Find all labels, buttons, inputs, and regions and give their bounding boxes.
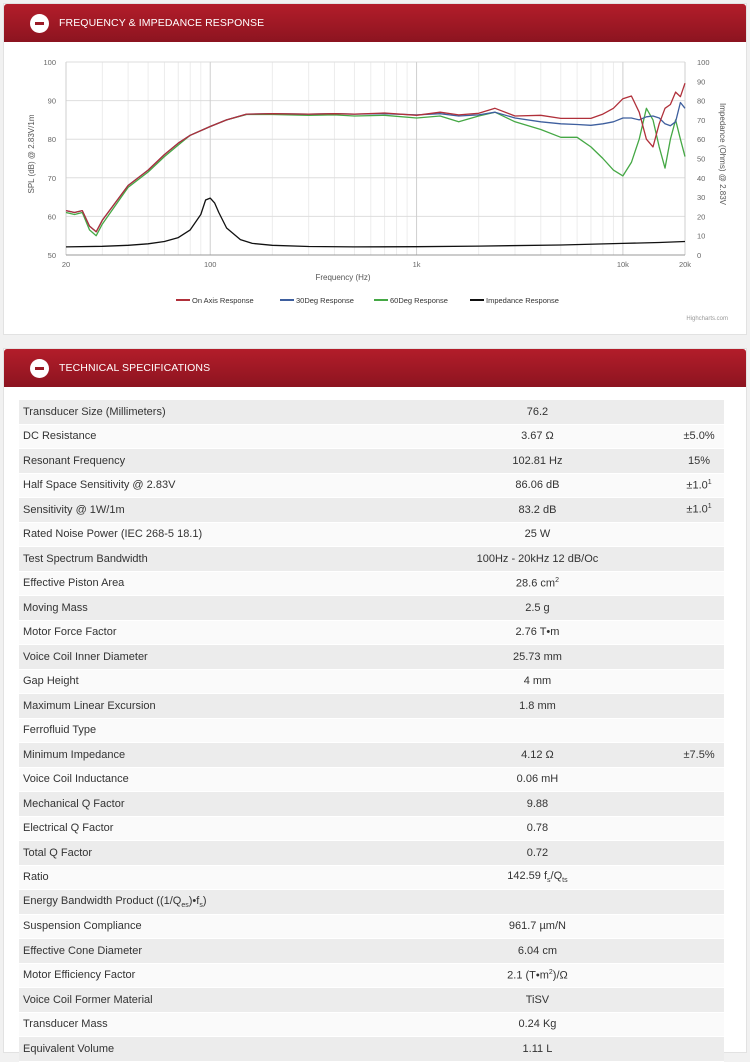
spec-section-header[interactable] (4, 349, 746, 387)
spec-tolerance (674, 400, 724, 424)
spec-value-part: ts (562, 877, 568, 885)
y-tick-label-right: 0 (697, 251, 702, 260)
y-tick-label-right: 30 (697, 193, 706, 203)
y-tick-label-right: 80 (697, 96, 706, 106)
legend-label: 30Deg Response (296, 296, 354, 305)
spec-value (401, 571, 674, 596)
spec-name (19, 596, 401, 621)
spec-name (19, 400, 401, 424)
spec-name-part: Maximum Linear Excursion (23, 699, 156, 712)
spec-name-part: Transducer Size (Millimeters) (23, 405, 166, 418)
y-tick-label-left: 100 (43, 58, 56, 67)
y-tick-label-right: 50 (697, 154, 706, 164)
spec-row (19, 620, 724, 645)
x-tick-label: 20k (678, 260, 692, 269)
spec-tolerance (674, 424, 724, 449)
spec-row (19, 547, 724, 572)
spec-tolerance (674, 890, 724, 915)
legend-label: Impedance Response (486, 296, 559, 305)
spec-name (19, 522, 401, 547)
spec-value (401, 767, 674, 792)
spec-name (19, 424, 401, 449)
spec-name-part: Half Space Sensitivity @ 2.83V (23, 479, 176, 492)
spec-name (19, 1012, 401, 1037)
spec-tolerance (674, 449, 724, 474)
spec-name-part: Effective Piston Area (23, 577, 125, 590)
y-axis-label-right: Impedance (Ohms) @ 2.83V (718, 103, 727, 205)
spec-row (19, 498, 724, 523)
spec-name-part: )•f (188, 894, 200, 907)
spec-row (19, 767, 724, 792)
spec-value (401, 620, 674, 645)
spec-tolerance (674, 865, 724, 890)
spec-value-part: /Q (550, 870, 563, 883)
spec-name-part: Test Spectrum Bandwidth (23, 552, 148, 565)
spec-name-part: Voice Coil Inner Diameter (23, 650, 148, 663)
spec-value-part: TiSV (525, 993, 550, 1006)
spec-value-part: 142.59 f (507, 870, 548, 883)
spec-value (401, 963, 674, 988)
spec-name (19, 620, 401, 645)
spec-tolerance (674, 1012, 724, 1037)
spec-row (19, 792, 724, 817)
spec-value-part: 1.8 mm (519, 699, 556, 712)
spec-section-title: TECHNICAL SPECIFICATIONS (59, 362, 211, 374)
spec-row (19, 571, 724, 596)
y-tick-label-left: 80 (47, 135, 56, 145)
spec-value (401, 596, 674, 621)
spec-tolerance-part: ±1.0 (686, 479, 708, 492)
collapse-icon[interactable] (30, 14, 49, 33)
spec-name-part: Suspension Compliance (23, 920, 142, 933)
spec-row (19, 743, 724, 768)
spec-row (19, 424, 724, 449)
spec-tolerance (674, 522, 724, 547)
chart-credit[interactable]: Highcharts.com (686, 316, 728, 322)
spec-value (401, 424, 674, 449)
legend-item[interactable] (374, 296, 448, 305)
spec-name-part: Sensitivity @ 1W/1m (23, 503, 125, 516)
spec-name-part: Motor Force Factor (23, 626, 117, 639)
spec-value-part: 83.2 dB (518, 503, 557, 516)
spec-row (19, 694, 724, 719)
x-axis-label: Frequency (Hz) (315, 273, 371, 282)
spec-value (401, 645, 674, 670)
spec-value-part: 0.24 Kg (518, 1018, 557, 1031)
spec-value (401, 498, 674, 523)
spec-row (19, 914, 724, 939)
spec-value (401, 669, 674, 694)
spec-value-part: s (547, 877, 551, 885)
spec-value (401, 718, 674, 743)
x-tick-label: 100 (203, 260, 217, 269)
spec-table (19, 400, 724, 1062)
spec-name (19, 816, 401, 841)
spec-value-part: 3.67 Ω (521, 430, 554, 443)
spec-name-part: es (181, 901, 189, 909)
spec-tolerance (674, 596, 724, 621)
spec-tolerance-part: 1 (707, 478, 712, 486)
spec-name (19, 669, 401, 694)
spec-value-part: 76.2 (526, 405, 549, 418)
spec-value-part: )/Ω (552, 969, 568, 982)
y-tick-label-left: 50 (47, 251, 56, 260)
spec-name-part: Equivalent Volume (23, 1042, 115, 1055)
spec-row (19, 1012, 724, 1037)
spec-value-part: 961.7 µm/N (508, 920, 566, 933)
spec-value-part: 2 (555, 576, 559, 584)
spec-value (401, 890, 674, 915)
legend-item[interactable] (470, 296, 559, 305)
spec-value (401, 939, 674, 964)
spec-value-part: 9.88 (526, 797, 549, 810)
spec-value-part: 2.1 (T•m (507, 969, 549, 982)
spec-tolerance (674, 743, 724, 768)
spec-name (19, 767, 401, 792)
spec-name-part: Gap Height (23, 675, 79, 688)
y-axis-label-left: SPL (dB) @ 2.83V/1m (27, 114, 36, 194)
spec-value-part: 2 (548, 968, 553, 976)
spec-name-part: s (199, 901, 203, 909)
spec-row (19, 816, 724, 841)
spec-tolerance (674, 1037, 724, 1062)
spec-row (19, 865, 724, 890)
x-tick-label: 10k (616, 260, 629, 269)
y-tick-label-right: 90 (697, 77, 706, 87)
spec-value-part: 0.06 mH (516, 773, 559, 786)
spec-value (401, 400, 674, 424)
spec-tolerance (674, 914, 724, 939)
spec-tolerance-part: ±1.0 (686, 504, 708, 517)
spec-name (19, 718, 401, 743)
spec-name (19, 449, 401, 474)
spec-value-part: 4.12 Ω (521, 748, 554, 761)
spec-value (401, 449, 674, 474)
y-tick-label-right: 70 (697, 115, 706, 125)
spec-value (401, 865, 674, 890)
spec-name (19, 547, 401, 572)
spec-name (19, 890, 401, 915)
spec-name-part: DC Resistance (23, 430, 97, 443)
chart-legend (176, 296, 559, 305)
spec-row (19, 963, 724, 988)
spec-row (19, 400, 724, 424)
spec-name (19, 694, 401, 719)
spec-tolerance (674, 498, 724, 523)
spec-tolerance-part: ±5.0% (683, 430, 715, 443)
spec-tolerance-part: 15% (688, 454, 711, 467)
spec-tolerance (674, 718, 724, 743)
spec-tolerance (674, 547, 724, 572)
spec-name-part: Transducer Mass (23, 1018, 108, 1031)
spec-tolerance (674, 694, 724, 719)
frequency-response-chart (4, 42, 746, 334)
spec-value (401, 473, 674, 498)
spec-tolerance (674, 645, 724, 670)
spec-tolerance (674, 963, 724, 988)
spec-value (401, 743, 674, 768)
x-tick-label: 1k (412, 260, 421, 269)
technical-specifications-panel (3, 348, 747, 1053)
spec-name-part: Mechanical Q Factor (23, 797, 125, 810)
y-tick-label-left: 60 (47, 212, 56, 222)
spec-name (19, 914, 401, 939)
spec-name-part: Effective Cone Diameter (23, 944, 143, 957)
spec-name-part: Moving Mass (23, 601, 88, 614)
spec-row (19, 1037, 724, 1062)
spec-name-part: Voice Coil Former Material (23, 993, 153, 1006)
spec-name-part: Ferrofluid Type (23, 724, 97, 737)
spec-value-part: 6.04 cm (517, 944, 558, 957)
spec-value-part: 2.5 g (525, 601, 550, 614)
spec-value-part: 0.78 (526, 822, 549, 835)
spec-row (19, 669, 724, 694)
spec-name-part: Ratio (23, 871, 49, 884)
spec-tolerance (674, 816, 724, 841)
plot-area (66, 62, 685, 255)
spec-tolerance (674, 669, 724, 694)
spec-name-part: Energy Bandwidth Product ((1/Q (23, 894, 182, 907)
spec-value (401, 914, 674, 939)
spec-value-part: 100Hz - 20kHz 12 dB/Oc (476, 552, 599, 565)
spec-tolerance (674, 841, 724, 866)
spec-value-part: 28.6 cm (515, 577, 556, 590)
y-tick-label-right: 20 (697, 212, 706, 222)
spec-value (401, 1012, 674, 1037)
chart-section-header[interactable] (4, 4, 746, 42)
spec-value (401, 547, 674, 572)
spec-tolerance (674, 939, 724, 964)
spec-value (401, 1037, 674, 1062)
spec-name-part: Minimum Impedance (23, 748, 126, 761)
spec-name (19, 743, 401, 768)
spec-value-part: 2.76 T•m (515, 626, 560, 639)
legend-label: 60Deg Response (390, 296, 448, 305)
spec-name (19, 841, 401, 866)
spec-name-part: Rated Noise Power (IEC 268-5 18.1) (23, 528, 203, 541)
spec-name (19, 939, 401, 964)
spec-tolerance (674, 473, 724, 498)
frequency-response-panel (3, 3, 747, 335)
y-tick-label-right: 40 (697, 173, 706, 183)
y-tick-label-left: 90 (47, 96, 56, 106)
spec-name-part: Voice Coil Inductance (23, 773, 129, 786)
spec-value-part: 86.06 dB (515, 479, 560, 492)
spec-row (19, 473, 724, 498)
spec-name (19, 498, 401, 523)
spec-row (19, 522, 724, 547)
y-tick-label-right: 100 (697, 58, 710, 67)
spec-row (19, 718, 724, 743)
spec-row (19, 449, 724, 474)
spec-row (19, 841, 724, 866)
spec-value (401, 792, 674, 817)
spec-name-part: Electrical Q Factor (23, 822, 114, 835)
spec-value (401, 988, 674, 1013)
spec-value (401, 816, 674, 841)
spec-tolerance (674, 767, 724, 792)
spec-name (19, 792, 401, 817)
spec-value-part: 4 mm (523, 675, 552, 688)
spec-value-part: 0.72 (526, 846, 549, 859)
spec-value (401, 694, 674, 719)
collapse-icon[interactable] (30, 359, 49, 378)
spec-tolerance (674, 792, 724, 817)
spec-name (19, 1037, 401, 1062)
spec-value-part: 25 W (524, 528, 551, 541)
spec-value-part: 1.11 L (522, 1042, 553, 1055)
spec-value-part: 102.81 Hz (512, 454, 563, 467)
x-tick-label: 20 (61, 260, 71, 269)
spec-name (19, 645, 401, 670)
spec-name (19, 963, 401, 988)
spec-tolerance-part: ±7.5% (683, 748, 715, 761)
y-tick-label-right: 10 (697, 231, 706, 241)
spec-name (19, 473, 401, 498)
spec-row (19, 890, 724, 915)
spec-value-part: 25.73 mm (512, 650, 562, 663)
spec-tolerance (674, 620, 724, 645)
spec-name (19, 865, 401, 890)
legend-item[interactable] (176, 296, 254, 305)
legend-label: On Axis Response (192, 296, 254, 305)
legend-item[interactable] (280, 296, 354, 305)
chart-grid (66, 62, 685, 255)
spec-value (401, 522, 674, 547)
spec-row (19, 988, 724, 1013)
spec-tolerance (674, 988, 724, 1013)
spec-name-part: Total Q Factor (23, 846, 93, 859)
chart-section-title: FREQUENCY & IMPEDANCE RESPONSE (59, 17, 265, 29)
spec-tolerance-part: 1 (707, 503, 712, 511)
spec-tolerance (674, 571, 724, 596)
y-tick-label-right: 60 (697, 135, 706, 145)
spec-name (19, 571, 401, 596)
spec-row (19, 596, 724, 621)
spec-name-part: ) (202, 894, 207, 907)
spec-name (19, 988, 401, 1013)
spec-name-part: Motor Efficiency Factor (23, 969, 136, 982)
spec-row (19, 939, 724, 964)
spec-name-part: Resonant Frequency (23, 454, 126, 467)
spec-row (19, 645, 724, 670)
spec-value (401, 841, 674, 866)
y-tick-label-left: 70 (47, 173, 56, 183)
